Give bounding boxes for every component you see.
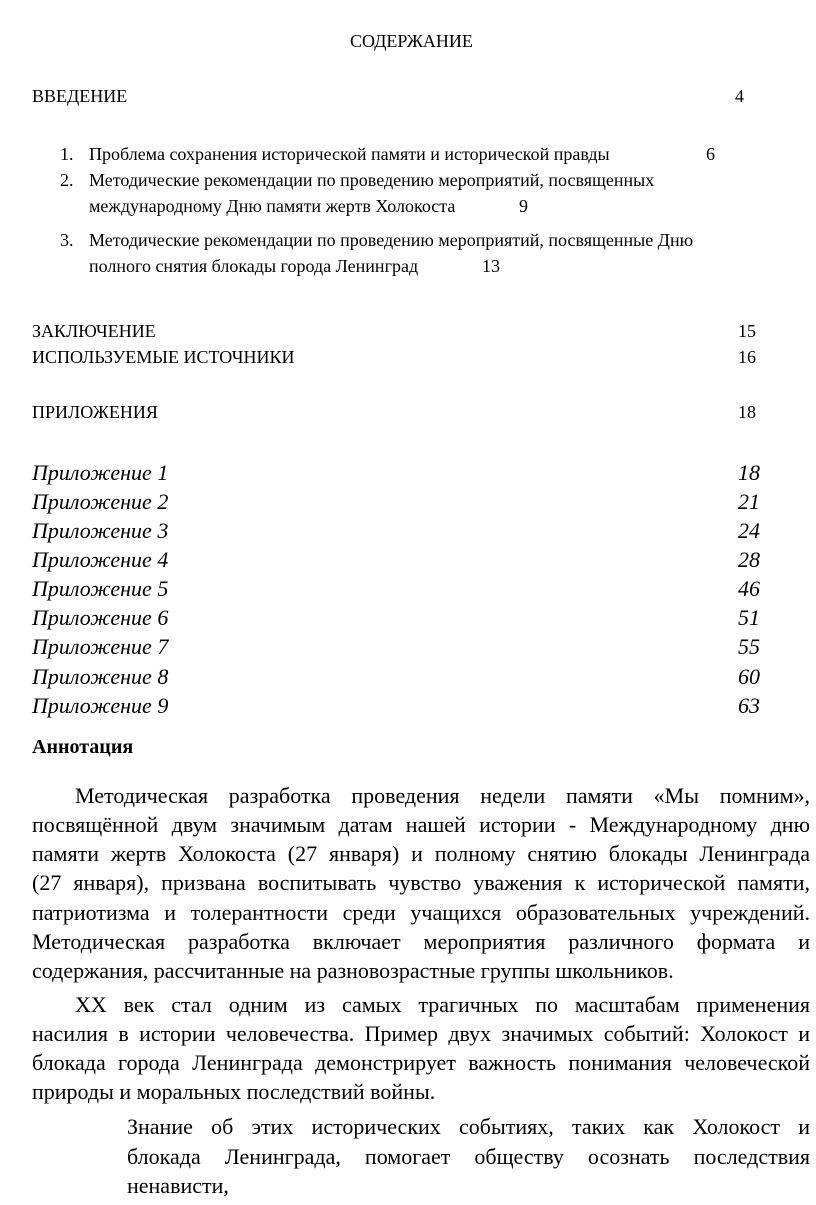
annotation-line: посвящённой двум значимым датам нашей истории - Международному дню: [32, 812, 810, 837]
appendix-label: Приложение 4: [32, 547, 169, 572]
annotation-line: содержания, рассчитанные на разновозрастные группы школьников.: [32, 958, 674, 983]
annotation-line: Методическая разработка проведения недели памяти «Мы помним»,: [75, 783, 810, 808]
toc-num: 2.: [60, 170, 74, 190]
toc-num-page: 6: [706, 144, 715, 164]
page-title: СОДЕРЖАНИЕ: [350, 31, 473, 51]
appendix-page: 51: [738, 605, 760, 630]
appendix-page: 21: [738, 489, 760, 514]
toc-num-line: международному Дню памяти жертв Холокоста: [89, 196, 456, 216]
toc-item-page: 18: [738, 402, 756, 422]
toc-item-label: ЗАКЛЮЧЕНИЕ: [32, 321, 156, 341]
appendix-label: Приложение 9: [32, 693, 169, 718]
annotation-line: блокада Ленинграда, помогает обществу осознать последствия: [127, 1144, 810, 1169]
annotation-line: природы и моральных последствий войны.: [32, 1079, 436, 1104]
toc-item-page: 15: [738, 321, 756, 341]
toc-item-label: ИСПОЛЬЗУЕМЫЕ ИСТОЧНИКИ: [32, 347, 295, 367]
annotation-line: ненависти,: [127, 1173, 229, 1198]
toc-num-page: 9: [519, 196, 528, 216]
appendix-label: Приложение 1: [32, 460, 169, 485]
toc-num-line: Методические рекомендации по проведению мероприятий, посвященных: [89, 170, 655, 190]
toc-num-line: Методические рекомендации по проведению мероприятий, посвященные Дню: [89, 230, 694, 250]
appendix-label: Приложение 3: [32, 518, 169, 543]
annotation-line: Знание об этих исторических событиях, таких как Холокост и: [127, 1114, 810, 1139]
appendix-page: 63: [738, 693, 760, 718]
appendix-page: 24: [738, 518, 760, 543]
annotation-heading: Аннотация: [32, 736, 134, 758]
annotation-line: насилия в истории человечества. Пример двух значимых событий: Холокост и: [32, 1021, 810, 1046]
toc-item-page: 4: [735, 86, 744, 106]
toc-item-label: ВВЕДЕНИЕ: [32, 86, 128, 106]
annotation-line: (27 января), призвана воспитывать чувство уважения к исторической памяти,: [32, 870, 810, 895]
appendix-page: 60: [738, 664, 760, 689]
toc-num-line: Проблема сохранения исторической памяти и исторической правды: [89, 144, 610, 164]
toc-num-page: 13: [482, 256, 500, 276]
appendix-label: Приложение 5: [32, 576, 169, 601]
toc-item-label: ПРИЛОЖЕНИЯ: [32, 402, 158, 422]
appendix-label: Приложение 8: [32, 664, 169, 689]
annotation-line: блокада города Ленинграда демонстрирует важность понимания человеческой: [32, 1050, 810, 1075]
appendix-page: 46: [738, 576, 760, 601]
toc-num: 3.: [60, 230, 74, 250]
toc-num-line: полного снятия блокады города Ленинград: [89, 256, 419, 276]
appendix-page: 18: [738, 460, 760, 485]
appendix-label: Приложение 7: [32, 634, 169, 659]
annotation-line: патриотизма и толерантности среди учащихся образовательных учреждений.: [32, 900, 810, 925]
appendix-page: 55: [738, 634, 760, 659]
annotation-line: памяти жертв Холокоста (27 января) и полному снятию блокады Ленинграда: [32, 841, 810, 866]
toc-item-page: 16: [738, 347, 756, 367]
appendix-label: Приложение 2: [32, 489, 169, 514]
appendix-page: 28: [738, 547, 760, 572]
toc-num: 1.: [60, 144, 74, 164]
appendix-label: Приложение 6: [32, 605, 169, 630]
annotation-line: Методическая разработка включает мероприятия различного формата и: [32, 929, 810, 954]
annotation-line: XX век стал одним из самых трагичных по масштабам применения: [75, 992, 810, 1017]
